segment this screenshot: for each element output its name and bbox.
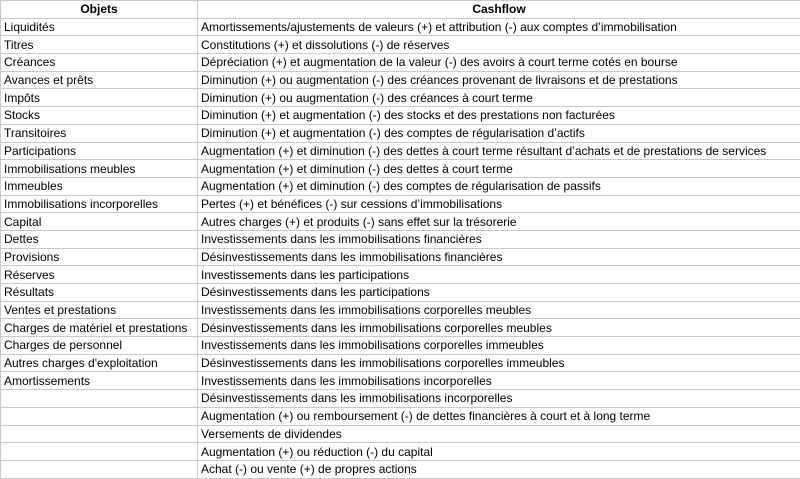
table-row [1,354,800,372]
cell-objet[interactable]: Dettes [1,230,198,248]
cell-cashflow[interactable]: Versements de dividendes [198,425,800,443]
cell-objet[interactable]: Capital [1,213,198,231]
cell-objet[interactable]: Réserves [1,266,198,284]
cell-cashflow[interactable]: Désinvestissements dans les immobilisations corporelles meubles [198,319,800,337]
cell-cashflow[interactable]: Investissements dans les participations [198,266,800,284]
table-body [1,18,800,478]
cell-cashflow[interactable]: Diminution (+) ou augmentation (-) des créances provenant de livraisons et de prestations [198,71,800,89]
cell-objet[interactable]: Stocks [1,107,198,125]
table-row [1,337,800,355]
cell-cashflow[interactable]: Désinvestissements dans les immobilisations corporelles immeubles [198,354,800,372]
cell-cashflow[interactable]: Investissements dans les immobilisations incorporelles [198,372,800,390]
table-row [1,195,800,213]
cell-objet[interactable] [1,425,198,443]
cell-cashflow[interactable]: Investissements dans les immobilisations corporelles immeubles [198,337,800,355]
table-row [1,248,800,266]
cell-cashflow[interactable]: Augmentation (+) ou réduction (-) du capital [198,443,800,461]
table-row [1,213,800,231]
cell-objet[interactable]: Titres [1,36,198,54]
table-row [1,71,800,89]
table-row [1,407,800,425]
cell-objet[interactable]: Provisions [1,248,198,266]
cell-cashflow[interactable]: Augmentation (+) et diminution (-) des comptes de régularisation de passifs [198,177,800,195]
cell-objet[interactable]: Ventes et prestations [1,301,198,319]
table-row [1,124,800,142]
cell-cashflow[interactable]: Achat (-) ou vente (+) de propres actions [198,460,800,478]
table-row [1,319,800,337]
cell-objet[interactable] [1,390,198,408]
table-row [1,443,800,461]
table-row [1,390,800,408]
cell-cashflow[interactable]: Augmentation (+) et diminution (-) des dettes à court terme résultant d’achats et de prestations de services [198,142,800,160]
table-row [1,301,800,319]
cell-objet[interactable]: Créances [1,54,198,72]
cell-cashflow[interactable]: Autres charges (+) et produits (-) sans effet sur la trésorerie [198,213,800,231]
cell-cashflow[interactable]: Diminution (+) et augmentation (-) des stocks et des prestations non facturées [198,107,800,125]
cell-objet[interactable] [1,443,198,461]
cell-cashflow[interactable]: Pertes (+) et bénéfices (-) sur cessions d’immobilisations [198,195,800,213]
table-row [1,425,800,443]
table-row [1,372,800,390]
cell-cashflow[interactable]: Investissements dans les immobilisations financières [198,230,800,248]
table-row [1,160,800,178]
cell-cashflow[interactable]: Désinvestissements dans les immobilisations financières [198,248,800,266]
cell-cashflow[interactable]: Investissements dans les immobilisations corporelles meubles [198,301,800,319]
header-objets[interactable]: Objets [1,1,198,19]
cell-objet[interactable]: Liquidités [1,18,198,36]
cell-objet[interactable]: Charges de matériel et prestations [1,319,198,337]
cell-objet[interactable]: Avances et prêts [1,71,198,89]
table-row [1,284,800,302]
cell-cashflow[interactable]: Augmentation (+) et diminution (-) des dettes à court terme [198,160,800,178]
table-row [1,142,800,160]
table-row [1,18,800,36]
table-row [1,36,800,54]
cell-cashflow[interactable]: Diminution (+) ou augmentation (-) des créances à court terme [198,89,800,107]
header-cashflow[interactable]: Cashflow [198,1,800,19]
cell-objet[interactable]: Immobilisations meubles [1,160,198,178]
cell-objet[interactable]: Charges de personnel [1,337,198,355]
header-row [1,1,800,19]
table-row [1,177,800,195]
cell-objet[interactable]: Autres charges d'exploitation [1,354,198,372]
cell-objet[interactable]: Transitoires [1,124,198,142]
table-row [1,266,800,284]
cell-cashflow[interactable]: Constitutions (+) et dissolutions (-) de réserves [198,36,800,54]
cell-objet[interactable] [1,407,198,425]
cell-objet[interactable]: Amortissements [1,372,198,390]
cell-objet[interactable]: Immobilisations incorporelles [1,195,198,213]
table-row [1,230,800,248]
cell-cashflow[interactable]: Dépréciation (+) et augmentation de la valeur (-) des avoirs à court terme cotés en bourse [198,54,800,72]
cell-cashflow[interactable]: Désinvestissements dans les immobilisations incorporelles [198,390,800,408]
cell-objet[interactable]: Résultats [1,284,198,302]
cell-cashflow[interactable]: Diminution (+) et augmentation (-) des comptes de régularisation d’actifs [198,124,800,142]
cell-objet[interactable]: Participations [1,142,198,160]
cell-cashflow[interactable]: Désinvestissements dans les participations [198,284,800,302]
cell-objet[interactable]: Impôts [1,89,198,107]
table-row [1,460,800,478]
cell-objet[interactable] [1,460,198,478]
table-row [1,89,800,107]
table-row [1,54,800,72]
cell-objet[interactable]: Immeubles [1,177,198,195]
table-row [1,107,800,125]
cell-cashflow[interactable]: Amortissements/ajustements de valeurs (+) et attribution (-) aux comptes d’immobilisation [198,18,800,36]
cell-cashflow[interactable]: Augmentation (+) ou remboursement (-) de dettes financières à court et à long terme [198,407,800,425]
